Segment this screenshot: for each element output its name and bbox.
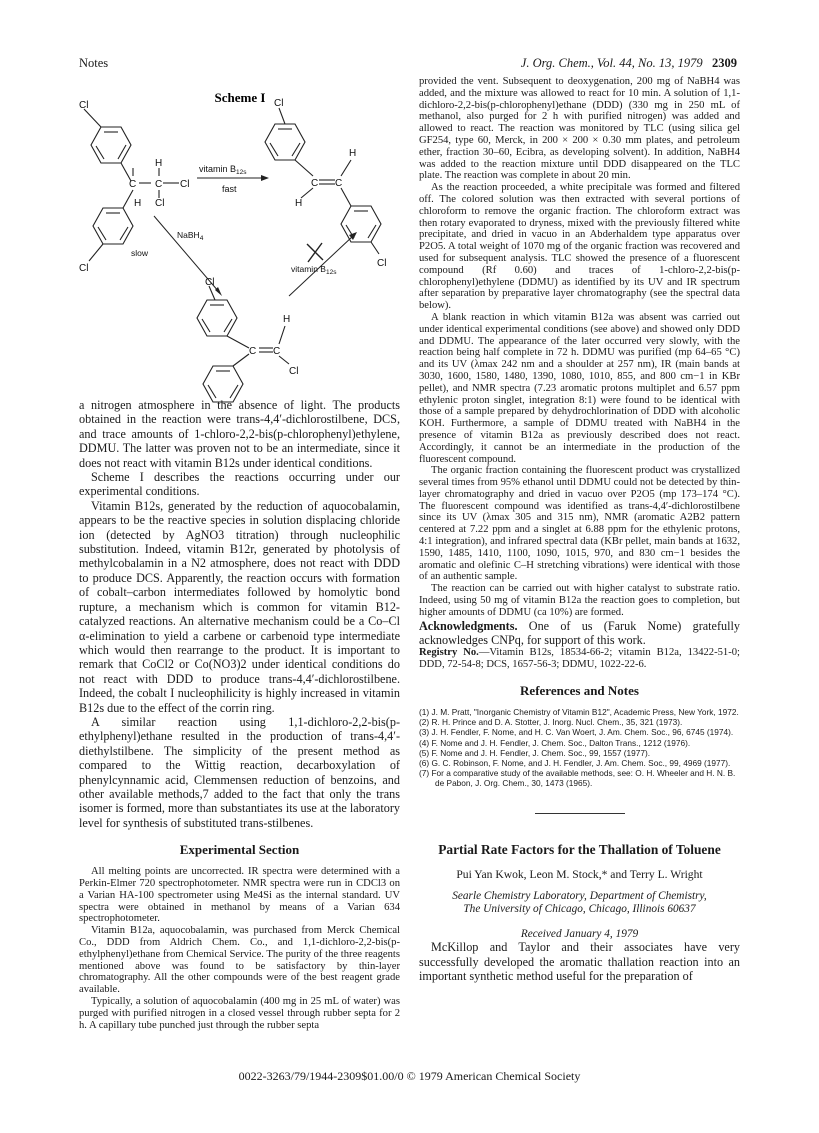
h-label: H bbox=[283, 314, 291, 325]
article-opening-paragraph: McKillop and Taylor and their associates have very successfully developed the aromatic thallation reaction into an important synthetic method useful for the preparation of bbox=[419, 940, 740, 983]
journal-citation: J. Org. Chem., Vol. 44, No. 13, 1979 bbox=[520, 56, 703, 70]
bond bbox=[295, 160, 313, 176]
blocked-reaction-arrow bbox=[289, 232, 357, 296]
reference-item: (6) G. C. Robinson, F. Nome, and J. H. Fendler, J. Am. Chem. Soc., 99, 4969 (1977). bbox=[419, 758, 731, 769]
bond bbox=[89, 244, 103, 261]
reference-item: (4) F. Nome and J. H. Fendler, J. Chem. Soc., Dalton Trans., 1212 (1976). bbox=[419, 737, 691, 748]
nabh4-sub: 4 bbox=[199, 235, 204, 242]
arrow-head bbox=[261, 175, 269, 181]
h-label: H bbox=[134, 198, 142, 209]
paragraph-deoxygenation: provided the vent. Subsequent to deoxygenation, 200 mg of NaBH4 was added, and the mixture was allowed to react for 10 min. A solution of 1,1-dichloro-2,2-bis(p-chlorophenyl)ethane (DDD) (330 mg in 250 mL of methanol, also purged for 2 h with purified nitrogen) was added and allowed to react. The reaction was monitored by TLC (using silica gel GF254, type 60, Merck, in 200 × 200 × 0.30 mm plates, and petroleum ether, fraction 30–60, Ecibra, as developing solvent). In addition, NaBH4 was added to the reaction mixture until DDD disappeared on the TLC plate. The reaction was complete in about 20 min. bbox=[419, 76, 740, 182]
h-label: H bbox=[155, 158, 163, 169]
cl-label: Cl bbox=[180, 179, 190, 190]
bond bbox=[209, 286, 215, 300]
cl-label: Cl bbox=[205, 277, 215, 288]
received-date: Received January 4, 1979 bbox=[520, 928, 639, 941]
cl-label: Cl bbox=[79, 263, 89, 274]
page-number: 2309 bbox=[712, 56, 737, 70]
fast-label: fast bbox=[222, 184, 237, 194]
paragraph-mechanism: Vitamin B12s, generated by the reduction of aquocobalamin, appears to be the reactive species in solution displacing chloride ion (detected by AgNO3 titration) through nucleophilic substitution. Indeed, vitamin B12r, generated by photolysis of methylcobalamin in a N2 atmosphere, does not react with DDD to produce DCS. Apparently, the reaction occurs with formation of cobalt–carbon intermediates followed by homolytic bond rupture, a mechanism which is common for vitamin B12-catalyzed reactions. An alternative mechanism could be a Co–Cl α-elimination to yield a carbene or carbenoid type intermediate which would then rearrange to the product. It is important to remark that CoCl2 or Co(NO3)2 under identical conditions do not react with DDD to produce trans-4,4′-dichlorostilbene. Indeed, the cobalt I nucleophilicity is highly increased in vitamin B12s due to the effect of the corrin ring. bbox=[79, 498, 400, 715]
acknowledgments bbox=[419, 619, 740, 648]
scheme-title: Scheme I bbox=[214, 90, 266, 105]
registry-label: Registry No. bbox=[419, 647, 479, 659]
cl-label: Cl bbox=[377, 258, 387, 269]
running-head-section: Notes bbox=[79, 56, 109, 70]
reference-item: (7) For a comparative study of the available methods, see: O. H. Wheeler and H. N. B. de Pabon, J. Org. Chem., 30, 1473 (1965). bbox=[419, 768, 736, 789]
reagent-diag-text: vitamin B bbox=[291, 264, 326, 274]
copyright-footer: 0022-3263/79/1944-2309$01.00/0 © 1979 American Chemical Society bbox=[238, 1069, 581, 1083]
reference-item: (3) J. H. Fendler, F. Nome, and H. C. Van Woert, J. Am. Chem. Soc., 96, 6745 (1974). bbox=[419, 727, 734, 738]
dcs-molecule bbox=[265, 108, 381, 254]
c-label: C bbox=[335, 178, 343, 189]
ddmu-molecule bbox=[197, 286, 289, 402]
references-heading: References and Notes bbox=[520, 683, 639, 699]
c-label: C bbox=[249, 346, 257, 357]
bond bbox=[341, 160, 351, 176]
paragraph-products: a nitrogen atmosphere in the absence of light. The products obtained in the reaction were trans-4,4′-dichlorostilbene, DCS, and trace amounts of 1-chloro-2,2-bis(p-chlorophenyl)ethylene, DDMU. The latter was proven not to be an intermediate, since it does not react with vitamin B12s under identical conditions. bbox=[79, 398, 400, 470]
c-label: C bbox=[273, 346, 281, 357]
bond bbox=[371, 242, 379, 254]
cl-label: Cl bbox=[289, 366, 299, 377]
bond bbox=[227, 336, 249, 348]
running-head-journal bbox=[521, 56, 737, 71]
reagent-diag-label bbox=[291, 264, 337, 276]
scheme-figure bbox=[79, 86, 400, 377]
paragraph-similar-reaction: A similar reaction using 1,1-dichloro-2,2-bis(p-ethylphenyl)ethane resulted in the production of trans-4,4′-diethylstilbene. The simplicity of the present method as compared to the Wittig reaction, decarboxylation of phenylcynnamic acid, Clemmensen reduction of benzoins, and other available methods,7 added to the fact that only the trans isomer is formed, more than substantiates its use at the laboratory level for synthesis of substituted trans-stilbenes. bbox=[79, 714, 400, 830]
reagent-top-text: vitamin B bbox=[199, 164, 237, 174]
bond bbox=[233, 354, 249, 366]
bond bbox=[84, 109, 101, 127]
experimental-heading: Experimental Section bbox=[179, 842, 300, 858]
reagent-top-label bbox=[199, 164, 247, 176]
bond bbox=[341, 188, 351, 206]
cl-label: Cl bbox=[274, 98, 284, 109]
fast-reaction-arrow bbox=[197, 164, 269, 194]
scheme-drawing bbox=[79, 86, 400, 406]
registry-text: —Vitamin B12s, 18534-66-2; vitamin B12a, 13422-51-0; DDD, 72-54-8; DCS, 1657-56-3; DDMU, 1022-22-6. bbox=[419, 647, 740, 671]
nabh4-label bbox=[177, 230, 204, 242]
affiliation-line: Searle Chemistry Laboratory, Department of Chemistry, bbox=[452, 889, 707, 902]
cl-label: Cl bbox=[155, 198, 165, 209]
reference-item: (5) F. Nome and J. H. Fendler, J. Chem. Soc., 99, 1557 (1977). bbox=[419, 747, 651, 758]
bond bbox=[279, 356, 289, 364]
c-label: C bbox=[311, 178, 319, 189]
paragraph-materials: Vitamin B12a, aquocobalamin, was purchased from Merck Chemical Co., DDD from Aldrich Chem. Co., and 1,1-dichloro-2,2-bis(p-ethylphenyl)ethane from Chemical Service. The purity of the three reagents mentioned above was found to be satisfactory by thin-layer chromatography. All the other compounds were of the best reagent grade available. bbox=[79, 925, 400, 996]
article-authors: Pui Yan Kwok, Leon M. Stock,* and Terry L. Wright bbox=[456, 867, 703, 881]
ack-label: Acknowledgments. bbox=[419, 618, 518, 633]
right-column bbox=[419, 76, 740, 983]
reference-item: (2) R. H. Prince and D. A. Stotter, J. Inorg. Nucl. Chem., 35, 321 (1973). bbox=[419, 717, 683, 728]
article-affiliation bbox=[419, 890, 740, 916]
bond bbox=[279, 108, 285, 124]
paragraph-instruments: All melting points are uncorrected. IR spectra were determined with a Perkin-Elmer 720 spectrophotometer. NMR spectra were run in CDCl3 on a Varian HA-100 spectrometer using Me4Si as the internal standard. UV spectra were obtained in methanol by means of a Varian 634 spectrophotometer. bbox=[79, 866, 400, 925]
nabh4-text: NaBH bbox=[177, 230, 200, 240]
article-title: Partial Rate Factors for the Thallation of Toluene bbox=[438, 841, 721, 857]
reagent-top-sub: 12s bbox=[236, 169, 247, 176]
c-label: C bbox=[155, 179, 163, 190]
cl-label: Cl bbox=[79, 100, 89, 111]
cross-mark bbox=[308, 243, 322, 262]
h-label: H bbox=[295, 198, 303, 209]
paragraph-procedure: Typically, a solution of aquocobalamin (400 mg in 25 mL of water) was purged with purified nitrogen in a closed vessel through rubber septa for 2 h. A capillary tube punched just through the rubber septa bbox=[79, 995, 400, 1031]
ack-text: One of us (Faruk Nome) gratefully acknowledges CNPq, for support of this work. bbox=[419, 618, 740, 648]
paragraph-ratio: The reaction can be carried out with higher catalyst to substrate ratio. Indeed, using 50 mg of vitamin B12a the reaction goes to completion, but higher amounts of DDMU (ca 10%) are formed. bbox=[419, 583, 740, 618]
reference-item: (1) J. M. Pratt, "Inorganic Chemistry of Vitamin B12", Academic Press, New York, 1972. bbox=[419, 707, 739, 718]
affiliation-line: The University of Chicago, Chicago, Illinois 60637 bbox=[463, 902, 696, 915]
paragraph-blank-reaction: A blank reaction in which vitamin B12a was absent was carried out under identical experimental conditions (see above) and showed only DDD and DDMU. The appearance of the later occurred very slowly, with the reaction being half complete in 72 h. DDMU was purified (mp 64–65 °C) and its UV (λmax 242 nm and a shoulder at 257 nm), IR (main bands at 3030, 1600, 1580, 1480, 1390, 1080, 1010, 855, and 800 cm−1 in KBr pellet), and NMR spectra (7.23 aromatic protons multiplet and 6.57 ppm ethylenic proton singlet, integration 8:1) were found to be identical with those of a sample prepared by dehydrochlorination of DDD with alcoholic KOH. Furthermore, a sample of DDMU treated with NaBH4 in the presence of vitamin B12a as previously described does not react. Accordingly, it cannot be an intermediate in the production of the fluorescent compound. bbox=[419, 311, 740, 465]
section-divider bbox=[535, 813, 625, 814]
bond bbox=[301, 188, 313, 198]
slow-label: slow bbox=[131, 248, 149, 258]
reagent-diag-sub: 12s bbox=[325, 269, 337, 276]
paragraph-scheme-description: Scheme I describes the reactions occurring under our experimental conditions. bbox=[79, 470, 400, 499]
registry-numbers bbox=[419, 647, 740, 671]
bond bbox=[123, 190, 133, 208]
c-label: C bbox=[129, 179, 137, 190]
paragraph-identification: The organic fraction containing the fluorescent product was crystallized several times from 95% ethanol until DDMU could not be detected by thin-layer chromatography and dried in vacuo over P2O5 (mp 173–174 °C). The fluorescent compound was identified as trans-4,4′-dichlorostilbene since its UV (λmax 305 and 315 nm), NMR (aromatic A2B2 pattern centered at 7.22 ppm and a singlet at 6.88 ppm for the ethylenic protons, 4:1 integration), and infrared spectral data (KBr pellet, main bands at 1632, 1590, 1485, 1410, 1100, 1090, 1015, 970, and 830 cm−1 besides the aromatic and olefinic C–H stretching vibrations) were identical with those of an authentic sample. bbox=[419, 465, 740, 583]
h-label: H bbox=[349, 148, 357, 159]
reference-list bbox=[419, 707, 740, 789]
bond bbox=[279, 326, 285, 344]
left-column bbox=[79, 398, 400, 1031]
paragraph-workup: As the reaction proceeded, a white precipitale was formed and filtered off. The colored solution was then extracted with several portions of chloroform to remove the organic fraction. The chloroform extract was then rotary evaporated to dryness, mixed with the previously filtered white precipitate, and dried in vacuo in an Abderhaldem type apparatus over P2O5. A total weight of 1070 mg of the organic fraction was recovered and used for subsequent analysis. TLC showed the presence of a fluorescent compound (Rf 0.60) and traces of 1-chloro-2,2-bis(p-chlorophenyl)ethylene (DDMU) as identified by its UV and IR spectrum after separation by preparative layer chromatography (see the spectral data below). bbox=[419, 182, 740, 312]
